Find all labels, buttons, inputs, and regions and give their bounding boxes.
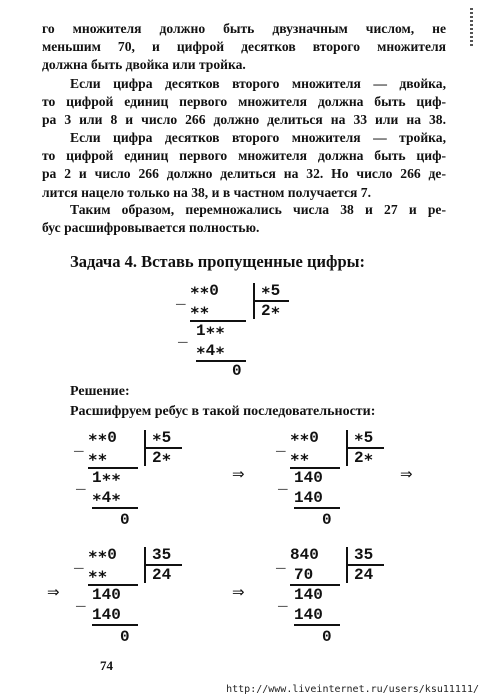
text-line: должна быть двойка или тройка. <box>42 57 246 73</box>
solution-label: Решение: <box>70 384 130 399</box>
quotient: 24 <box>152 566 172 584</box>
remainder: 0 <box>120 511 130 529</box>
dividend: ∗∗0 <box>88 546 117 564</box>
remainder: 0 <box>322 511 332 529</box>
implies-arrow: ⇒ <box>232 465 245 483</box>
implies-arrow: ⇒ <box>47 583 60 601</box>
page-number: 74 <box>100 658 113 673</box>
subtrahend-2: 140 <box>294 606 323 624</box>
watermark-url: http://www.liveinternet.ru/users/ksu11111/ <box>226 684 479 695</box>
minus-sign: _ <box>74 437 84 455</box>
text-line: ра 2 и число 266 должно делиться на 32. Но число 266 де- <box>42 166 446 182</box>
subtrahend-1: ∗∗ <box>88 566 108 584</box>
quotient: 2∗ <box>152 449 172 467</box>
quotient: 2∗ <box>261 302 281 320</box>
dividend: ∗∗0 <box>88 429 117 447</box>
subtrahend-1: ∗∗ <box>290 449 310 467</box>
implies-arrow: ⇒ <box>232 583 245 601</box>
partial-remainder: 140 <box>92 586 121 604</box>
subtrahend-2: ∗4∗ <box>196 342 225 360</box>
paragraph-4 <box>42 201 446 237</box>
text-line: то цифрой единиц первого множителя должна быть циф- <box>42 148 446 164</box>
text-line: Если цифра десятков второго множителя — тройка, <box>70 130 446 145</box>
minus-sign: _ <box>178 328 188 346</box>
paragraph-3 <box>42 129 446 202</box>
partial-remainder: 140 <box>294 469 323 487</box>
text-line: меньшим 70, и цифрой десятков второго множителя <box>42 39 446 55</box>
text-line: бус расшифровывается полностью. <box>42 220 260 236</box>
minus-sign: _ <box>76 592 86 610</box>
subtrahend-1: 70 <box>294 566 314 584</box>
quotient: 24 <box>354 566 374 584</box>
text-line: ра 3 или 8 и число 266 должно делиться на 33 или на 38. <box>42 112 446 128</box>
remainder: 0 <box>232 362 242 380</box>
paragraph-2 <box>42 75 446 130</box>
rule-line <box>294 507 340 509</box>
minus-sign: _ <box>276 554 286 572</box>
paragraph-1 <box>42 20 446 75</box>
divisor: ∗5 <box>354 429 374 447</box>
text-line: лится нацело только на 38, и в частном получается 7. <box>42 184 371 200</box>
minus-sign: _ <box>176 290 186 308</box>
divisor: ∗5 <box>261 282 281 300</box>
partial-remainder: 1∗∗ <box>92 469 121 487</box>
task-heading: Задача 4. Вставь пропущенные цифры: <box>70 252 365 271</box>
divisor: 35 <box>354 546 374 564</box>
subtrahend-1: ∗∗ <box>88 449 108 467</box>
dividend: 840 <box>290 546 319 564</box>
text-line: го множителя должно быть двузначным числом, не <box>42 21 446 36</box>
text-line: Если цифра десятков второго множителя — двойка, <box>70 76 446 91</box>
divisor: 35 <box>152 546 172 564</box>
minus-sign: _ <box>74 554 84 572</box>
implies-arrow: ⇒ <box>400 465 413 483</box>
minus-sign: _ <box>278 592 288 610</box>
text-line: Таким образом, перемножались числа 38 и 27 и ре- <box>70 202 446 217</box>
subtrahend-2: ∗4∗ <box>92 489 121 507</box>
dividend: ∗∗0 <box>290 429 319 447</box>
minus-sign: _ <box>278 475 288 493</box>
subtrahend-1: ∗∗ <box>190 302 210 320</box>
dividend: ∗∗0 <box>190 282 219 300</box>
subtrahend-2: 140 <box>92 606 121 624</box>
rule-line <box>92 507 138 509</box>
solution-text: Расшифруем ребус в такой последовательности: <box>70 404 376 419</box>
rule-line <box>294 624 340 626</box>
divisor: ∗5 <box>152 429 172 447</box>
partial-remainder: 140 <box>294 586 323 604</box>
text-line: то цифрой единиц первого множителя должна быть циф- <box>42 94 446 110</box>
rule-line <box>92 624 138 626</box>
minus-sign: _ <box>276 437 286 455</box>
partial-remainder: 1∗∗ <box>196 322 225 340</box>
quotient: 2∗ <box>354 449 374 467</box>
remainder: 0 <box>120 628 130 646</box>
subtrahend-2: 140 <box>294 489 323 507</box>
remainder: 0 <box>322 628 332 646</box>
page-edge-mark <box>470 8 473 46</box>
minus-sign: _ <box>76 475 86 493</box>
